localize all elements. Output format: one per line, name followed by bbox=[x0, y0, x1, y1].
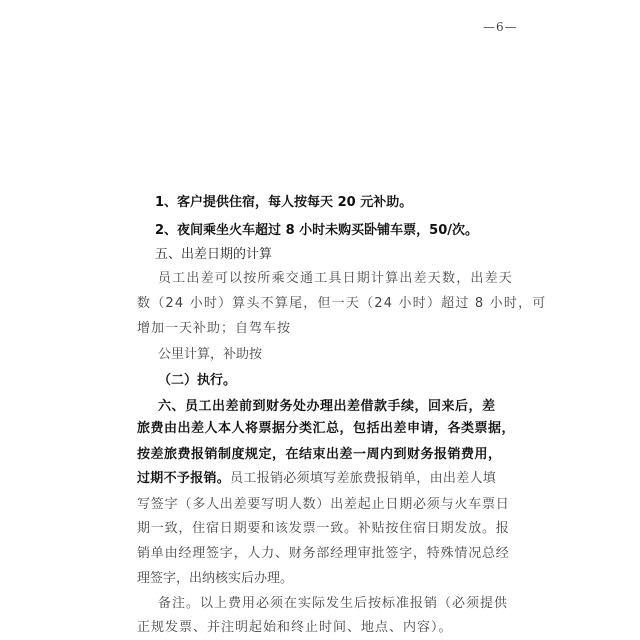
text-line: 按差旅费报销制度规定，在结束出差一周内到财务报销费用， bbox=[137, 447, 502, 462]
text-line: （二）执行。 bbox=[158, 373, 237, 388]
text-line: 写签字（多人出差要写明人数）出差起止日期必须与火车票日 bbox=[137, 497, 510, 512]
text-line: 员工出差可以按所乘交通工具日期计算出差天数，出差天 bbox=[158, 271, 514, 286]
text-line: 旅费由出差人本人将票据分类汇总，包括出差申请，各类票据， bbox=[137, 421, 516, 436]
page-number: —6— bbox=[483, 20, 518, 34]
text-line: 1、客户提供住宿，每人按每天 20 元补助。 bbox=[155, 195, 413, 210]
text-line: 公里计算，补助按 bbox=[158, 347, 263, 362]
section-heading: 六、员工出差前到财务处办理出差借款手续，回来后，差 bbox=[158, 399, 496, 414]
text-line: 期一致，住宿日期要和该发票一致。补贴按住宿日期发放。报 bbox=[137, 521, 510, 536]
text-segment: 员工报销必须填写差旅费报销单，由出差人填 bbox=[230, 471, 497, 486]
text-line bbox=[137, 470, 496, 488]
text-line: 数（24 小时）算头不算尾，但一天（24 小时）超过 8 小时，可 bbox=[137, 296, 547, 311]
section-heading: 五、出差日期的计算 bbox=[155, 247, 273, 262]
text-line: 增加一天补助；自驾车按 bbox=[137, 321, 292, 336]
note-line: 正规发票、并注明起始和终止时间、地点、内容）。 bbox=[137, 620, 453, 635]
text-line: 销单由经理签字，人力、财务部经理审批签字，特殊情况总经 bbox=[137, 546, 510, 561]
text-line: 理签字，出纳核实后办理。 bbox=[137, 571, 294, 586]
note-line: 备注。以上费用必须在实际发生后按标准报销（必须提供 bbox=[158, 596, 509, 611]
text-bold-segment: 过期不予报销。 bbox=[137, 471, 231, 486]
text-line: 2、夜间乘坐火车超过 8 小时未购买卧铺车票，50/次。 bbox=[155, 223, 478, 238]
